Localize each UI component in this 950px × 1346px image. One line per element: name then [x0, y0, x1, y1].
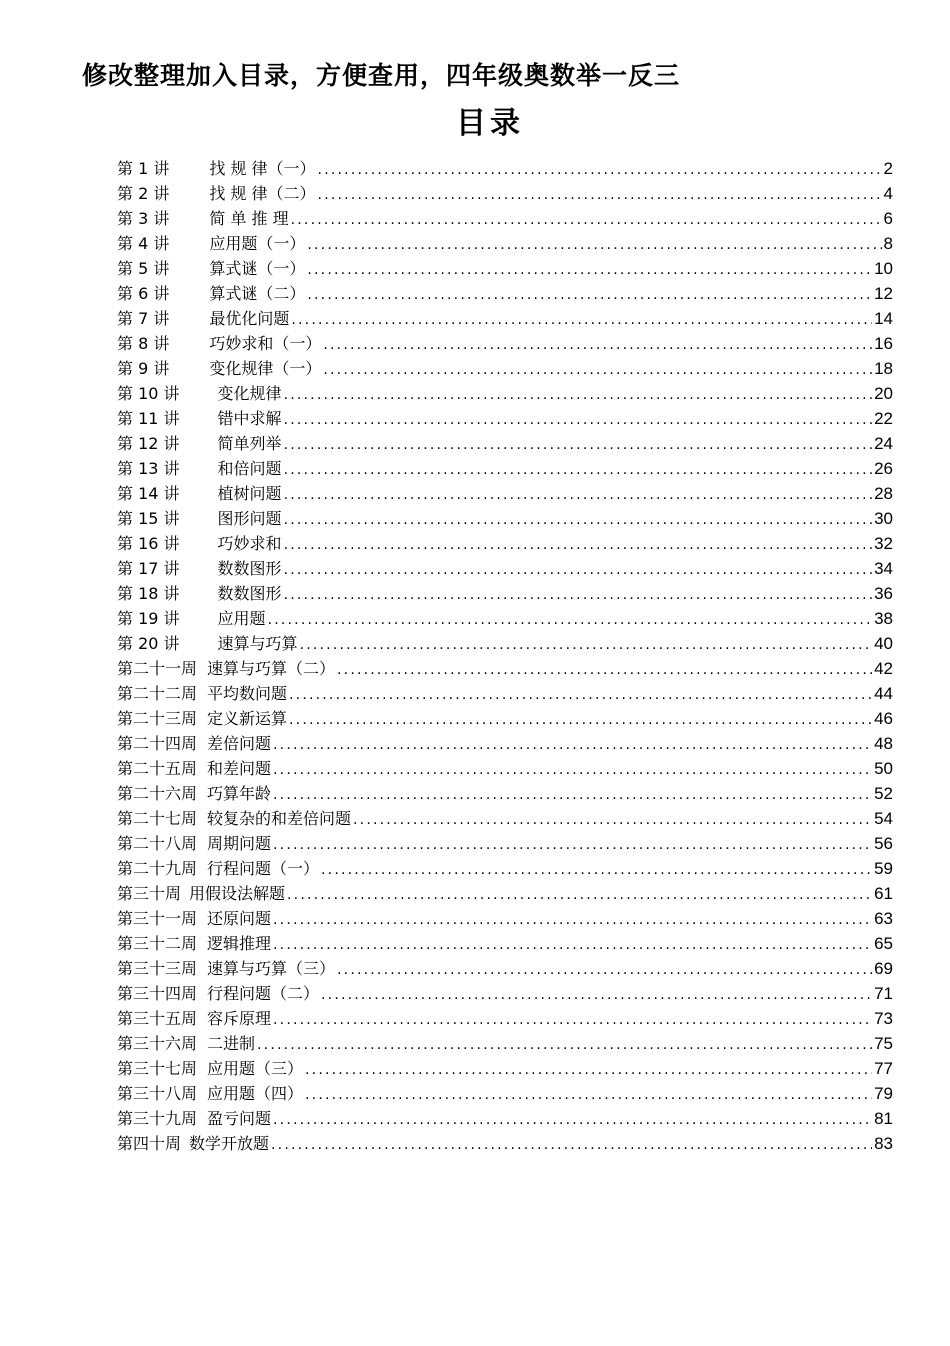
toc-entry[interactable] [117, 681, 893, 706]
toc-entry[interactable] [117, 781, 893, 806]
toc-entry[interactable] [117, 406, 893, 431]
toc-entry-leader-dots [284, 408, 873, 433]
toc-entry-leader-dots [273, 1108, 872, 1133]
toc-entry[interactable] [117, 656, 893, 681]
toc-entry[interactable] [117, 531, 893, 556]
toc-entry[interactable] [117, 306, 893, 331]
toc-entry-label [117, 406, 282, 431]
toc-entry-number: 第二十六周 [117, 784, 198, 803]
toc-entry[interactable] [117, 331, 893, 356]
toc-entry-label [117, 306, 289, 331]
toc-entry-number: 第 11 讲 [117, 409, 180, 428]
toc-entry-title: 速算与巧算（二） [207, 659, 336, 678]
toc-entry-page-number: 65 [874, 934, 893, 953]
toc-entry-label [117, 806, 351, 831]
toc-entry-label [117, 706, 287, 731]
toc-entry-label [117, 431, 282, 456]
toc-entry-leader-dots [257, 1033, 872, 1058]
toc-entry[interactable] [117, 706, 893, 731]
toc-entry-label [117, 506, 282, 531]
toc-entry-page-number: 52 [874, 784, 893, 803]
toc-entry-page-number: 14 [874, 309, 893, 328]
toc-entry-label [117, 331, 321, 356]
toc-entry-label [117, 231, 305, 256]
toc-entry-number: 第四十周 [117, 1134, 182, 1153]
toc-entry[interactable] [117, 756, 893, 781]
toc-entry-title: 应用题（一） [209, 234, 306, 253]
toc-entry-title: 算式谜（一） [209, 259, 306, 278]
toc-entry[interactable] [117, 956, 893, 981]
toc-entry[interactable] [117, 181, 893, 206]
toc-entry-title: 数数图形 [217, 559, 282, 578]
toc-entry[interactable] [117, 281, 893, 306]
toc-entry-number: 第 1 讲 [117, 159, 170, 178]
toc-entry-page-number: 46 [874, 709, 893, 728]
toc-entry-page-number: 38 [874, 609, 893, 628]
toc-entry-title: 算式谜（二） [209, 284, 306, 303]
toc-entry-number: 第三十六周 [117, 1034, 198, 1053]
toc-entry[interactable] [117, 206, 893, 231]
toc-entry-title: 找 规 律（一） [209, 159, 316, 178]
toc-entry-leader-dots [284, 558, 873, 583]
toc-entry[interactable] [117, 381, 893, 406]
toc-entry[interactable] [117, 856, 893, 881]
toc-entry-label [117, 556, 282, 581]
toc-entry-title: 最优化问题 [209, 309, 290, 328]
toc-entry-label [117, 356, 321, 381]
toc-entry-page-number: 48 [874, 734, 893, 753]
toc-entry-label [117, 1031, 255, 1056]
toc-entry-label [117, 756, 271, 781]
toc-entry-label [117, 206, 289, 231]
toc-entry[interactable] [117, 881, 893, 906]
toc-entry-title: 较复杂的和差倍问题 [207, 809, 352, 828]
toc-entry-label [117, 256, 305, 281]
toc-entry-page-number: 40 [874, 634, 893, 653]
toc-entry-label [117, 1131, 269, 1156]
toc-entry-number: 第 12 讲 [117, 434, 180, 453]
toc-entry-title: 巧妙求和（一） [209, 334, 322, 353]
toc-entry-page-number: 20 [874, 384, 893, 403]
toc-entry-label [117, 981, 319, 1006]
toc-entry[interactable] [117, 1131, 893, 1156]
toc-entry-title: 图形问题 [217, 509, 282, 528]
toc-entry[interactable] [117, 931, 893, 956]
toc-entry-number: 第 18 讲 [117, 584, 180, 603]
toc-entry-page-number: 28 [874, 484, 893, 503]
toc-entry-number: 第三十四周 [117, 984, 198, 1003]
toc-entry[interactable] [117, 631, 893, 656]
toc-entry-leader-dots [273, 833, 872, 858]
toc-entry[interactable] [117, 356, 893, 381]
toc-entry-number: 第 9 讲 [117, 359, 170, 378]
toc-entry[interactable] [117, 1056, 893, 1081]
toc-entry-number: 第三十五周 [117, 1009, 198, 1028]
toc-entry-leader-dots [287, 883, 872, 908]
toc-entry-number: 第三十一周 [117, 909, 198, 928]
toc-entry-label [117, 631, 298, 656]
toc-entry-title: 应用题 [217, 609, 266, 628]
toc-entry-number: 第 20 讲 [117, 634, 180, 653]
toc-entry-page-number: 32 [874, 534, 893, 553]
toc-entry[interactable] [117, 456, 893, 481]
toc-entry-number: 第三十周 [117, 884, 182, 903]
toc-entry-page-number: 2 [883, 159, 893, 178]
toc-entry-label [117, 1081, 303, 1106]
toc-entry[interactable] [117, 1006, 893, 1031]
toc-entry-leader-dots [318, 183, 882, 208]
toc-entry-page-number: 36 [874, 584, 893, 603]
toc-entry-label [117, 156, 316, 181]
toc-entry-label [117, 956, 335, 981]
toc-entry-number: 第三十二周 [117, 934, 198, 953]
toc-entry-title: 速算与巧算 [217, 634, 298, 653]
toc-entry[interactable] [117, 831, 893, 856]
toc-entry[interactable] [117, 1031, 893, 1056]
toc-entry-label [117, 1056, 303, 1081]
toc-entry-number: 第 13 讲 [117, 459, 180, 478]
toc-entry-leader-dots [353, 808, 872, 833]
toc-entry-number: 第 7 讲 [117, 309, 170, 328]
toc-entry-page-number: 10 [874, 259, 893, 278]
toc-entry[interactable] [117, 431, 893, 456]
toc-entry-label [117, 181, 316, 206]
toc-entry-label [117, 456, 282, 481]
toc-entry[interactable] [117, 231, 893, 256]
toc-entry-leader-dots [305, 1083, 872, 1108]
toc-entry-label [117, 881, 285, 906]
toc-entry[interactable] [117, 1081, 893, 1106]
toc-entry-page-number: 18 [874, 359, 893, 378]
toc-entry[interactable] [117, 256, 893, 281]
toc-entry-label [117, 856, 319, 881]
toc-entry-number: 第 5 讲 [117, 259, 170, 278]
toc-entry-page-number: 26 [874, 459, 893, 478]
toc-entry-leader-dots [323, 333, 872, 358]
toc-entry-page-number: 4 [883, 184, 893, 203]
toc-entry-number: 第 10 讲 [117, 384, 180, 403]
toc-entry-number: 第 15 讲 [117, 509, 180, 528]
toc-entry-number: 第二十三周 [117, 709, 198, 728]
toc-entry-title: 用假设法解题 [189, 884, 286, 903]
table-of-contents [117, 156, 893, 1156]
toc-entry-title: 容斥原理 [207, 1009, 272, 1028]
toc-entry-number: 第二十七周 [117, 809, 198, 828]
toc-entry-label [117, 281, 305, 306]
toc-entry-number: 第 8 讲 [117, 334, 170, 353]
toc-entry-page-number: 34 [874, 559, 893, 578]
toc-entry-number: 第二十二周 [117, 684, 198, 703]
toc-entry-page-number: 71 [874, 984, 893, 1003]
toc-entry-number: 第 16 讲 [117, 534, 180, 553]
toc-entry-title: 定义新运算 [207, 709, 288, 728]
toc-entry-title: 应用题（三） [207, 1059, 304, 1078]
toc-entry-page-number: 24 [874, 434, 893, 453]
toc-entry-number: 第二十一周 [117, 659, 198, 678]
toc-entry-number: 第二十五周 [117, 759, 198, 778]
toc-entry-leader-dots [337, 658, 872, 683]
toc-entry-leader-dots [291, 308, 872, 333]
toc-entry-title: 周期问题 [207, 834, 272, 853]
toc-entry-leader-dots [291, 208, 882, 233]
toc-entry-title: 简单列举 [217, 434, 282, 453]
toc-entry-page-number: 75 [874, 1034, 893, 1053]
toc-entry-page-number: 77 [874, 1059, 893, 1078]
toc-entry-leader-dots [284, 508, 873, 533]
document-header-title: 修改整理加入目录，方便查用，四年级奥数举一反三 [82, 61, 681, 90]
toc-entry-page-number: 79 [874, 1084, 893, 1103]
toc-entry-leader-dots [307, 233, 881, 258]
toc-entry-title: 还原问题 [207, 909, 272, 928]
toc-entry-label [117, 781, 271, 806]
toc-entry-number: 第三十九周 [117, 1109, 198, 1128]
toc-entry-title: 和差问题 [207, 759, 272, 778]
toc-entry-number: 第 14 讲 [117, 484, 180, 503]
toc-entry-label [117, 481, 282, 506]
toc-entry-leader-dots [284, 383, 873, 408]
toc-entry-number: 第 19 讲 [117, 609, 180, 628]
toc-entry-label [117, 1106, 271, 1131]
toc-entry-label [117, 831, 271, 856]
toc-entry-leader-dots [284, 433, 873, 458]
toc-entry-page-number: 83 [874, 1134, 893, 1153]
toc-entry-label [117, 681, 287, 706]
toc-entry[interactable] [117, 1106, 893, 1131]
toc-entry-page-number: 61 [874, 884, 893, 903]
toc-entry-leader-dots [307, 258, 872, 283]
toc-entry-title: 简 单 推 理 [209, 209, 289, 228]
toc-entry[interactable] [117, 906, 893, 931]
toc-entry-leader-dots [321, 858, 872, 883]
toc-entry-leader-dots [284, 458, 873, 483]
toc-entry-title: 植树问题 [217, 484, 282, 503]
toc-entry-page-number: 73 [874, 1009, 893, 1028]
toc-entry-title: 变化规律 [217, 384, 282, 403]
toc-entry-label [117, 1006, 271, 1031]
toc-entry-label [117, 581, 282, 606]
toc-entry-title: 数学开放题 [189, 1134, 270, 1153]
toc-entry-title: 二进制 [207, 1034, 256, 1053]
toc-entry-page-number: 6 [883, 209, 893, 228]
toc-entry-title: 行程问题（一） [207, 859, 320, 878]
toc-entry-label [117, 731, 271, 756]
toc-entry-page-number: 59 [874, 859, 893, 878]
toc-entry-page-number: 54 [874, 809, 893, 828]
toc-entry-leader-dots [273, 933, 872, 958]
toc-entry-label [117, 381, 282, 406]
toc-entry-leader-dots [273, 908, 872, 933]
toc-entry-number: 第 6 讲 [117, 284, 170, 303]
toc-entry-leader-dots [289, 683, 872, 708]
toc-entry[interactable] [117, 556, 893, 581]
toc-entry-leader-dots [268, 608, 873, 633]
toc-entry-page-number: 63 [874, 909, 893, 928]
toc-entry-leader-dots [305, 1058, 872, 1083]
toc-entry-page-number: 42 [874, 659, 893, 678]
toc-entry-title: 变化规律（一） [209, 359, 322, 378]
toc-entry-leader-dots [284, 583, 873, 608]
toc-entry-leader-dots [289, 708, 872, 733]
toc-entry-leader-dots [273, 758, 872, 783]
toc-entry[interactable] [117, 481, 893, 506]
toc-entry-leader-dots [271, 1133, 872, 1158]
toc-entry-leader-dots [273, 1008, 872, 1033]
toc-entry[interactable] [117, 581, 893, 606]
toc-entry-number: 第二十九周 [117, 859, 198, 878]
toc-entry-page-number: 50 [874, 759, 893, 778]
toc-entry-number: 第 2 讲 [117, 184, 170, 203]
toc-entry-leader-dots [300, 633, 873, 658]
toc-entry-number: 第二十四周 [117, 734, 198, 753]
toc-entry-leader-dots [323, 358, 872, 383]
toc-entry-label [117, 931, 271, 956]
toc-entry-number: 第 4 讲 [117, 234, 170, 253]
toc-entry-page-number: 8 [883, 234, 893, 253]
toc-entry[interactable] [117, 981, 893, 1006]
toc-entry-page-number: 22 [874, 409, 893, 428]
toc-entry-page-number: 16 [874, 334, 893, 353]
toc-entry-leader-dots [273, 783, 872, 808]
toc-entry-label [117, 531, 282, 556]
toc-entry-title: 平均数问题 [207, 684, 288, 703]
toc-entry-page-number: 56 [874, 834, 893, 853]
toc-entry-title: 和倍问题 [217, 459, 282, 478]
toc-entry-title: 巧妙求和 [217, 534, 282, 553]
toc-entry-number: 第三十八周 [117, 1084, 198, 1103]
toc-entry[interactable] [117, 506, 893, 531]
toc-entry-title: 找 规 律（二） [209, 184, 316, 203]
toc-entry-page-number: 44 [874, 684, 893, 703]
toc-entry-page-number: 69 [874, 959, 893, 978]
toc-entry-leader-dots [321, 983, 872, 1008]
toc-entry-number: 第三十七周 [117, 1059, 198, 1078]
toc-heading: 目录 [456, 106, 524, 141]
toc-entry-number: 第三十三周 [117, 959, 198, 978]
toc-entry-leader-dots [284, 533, 873, 558]
toc-entry-title: 应用题（四） [207, 1084, 304, 1103]
toc-entry-page-number: 30 [874, 509, 893, 528]
toc-entry-leader-dots [273, 733, 872, 758]
toc-entry-label [117, 606, 266, 631]
toc-entry-number: 第 3 讲 [117, 209, 170, 228]
toc-entry-label [117, 906, 271, 931]
toc-entry-leader-dots [307, 283, 872, 308]
toc-entry-page-number: 12 [874, 284, 893, 303]
toc-entry[interactable] [117, 156, 893, 181]
toc-entry-title: 行程问题（二） [207, 984, 320, 1003]
toc-entry-number: 第二十八周 [117, 834, 198, 853]
toc-entry-title: 速算与巧算（三） [207, 959, 336, 978]
toc-entry-title: 错中求解 [217, 409, 282, 428]
toc-entry[interactable] [117, 731, 893, 756]
toc-entry-leader-dots [284, 483, 873, 508]
toc-entry-leader-dots [337, 958, 872, 983]
toc-entry-title: 盈亏问题 [207, 1109, 272, 1128]
toc-entry-number: 第 17 讲 [117, 559, 180, 578]
toc-entry-leader-dots [318, 158, 882, 183]
toc-entry-label [117, 656, 335, 681]
toc-entry[interactable] [117, 606, 893, 631]
toc-entry-page-number: 81 [874, 1109, 893, 1128]
toc-entry-title: 巧算年龄 [207, 784, 272, 803]
toc-entry[interactable] [117, 806, 893, 831]
toc-entry-title: 数数图形 [217, 584, 282, 603]
toc-entry-title: 差倍问题 [207, 734, 272, 753]
toc-entry-title: 逻辑推理 [207, 934, 272, 953]
